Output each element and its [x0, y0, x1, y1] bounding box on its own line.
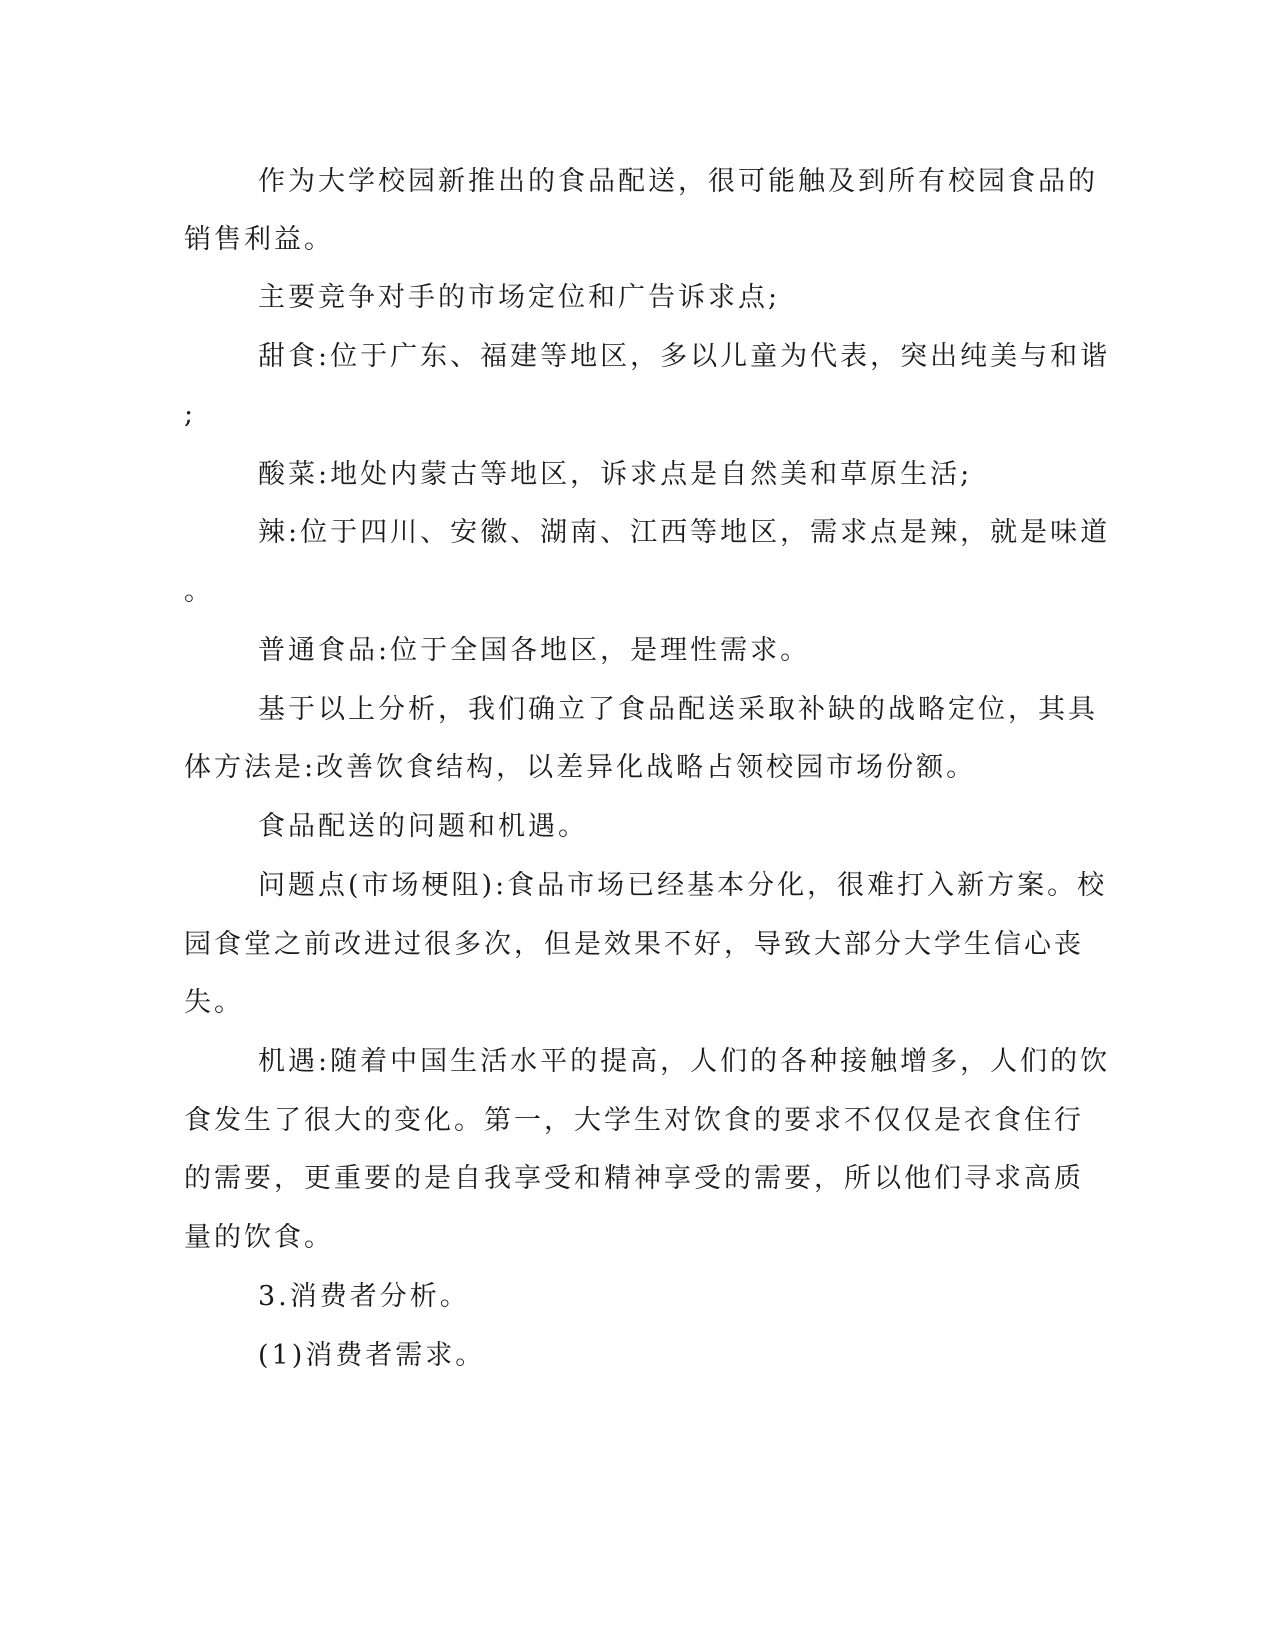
paragraph-line: 问题点(市场梗阻):食品市场已经基本分化，很难打入新方案。校: [258, 870, 1108, 901]
paragraph-line: 园食堂之前改进过很多次，但是效果不好，导致大部分大学生信心丧: [184, 929, 1084, 960]
paragraph-line: 食品配送的问题和机遇。: [258, 811, 588, 842]
paragraph-line: 销售利益。: [184, 224, 334, 255]
paragraph-line: 主要竞争对手的市场定位和广告诉求点;: [258, 282, 781, 313]
subsection-heading: (1)消费者需求。: [258, 1340, 486, 1371]
paragraph-line: ;: [184, 399, 197, 430]
section-heading: 3.消费者分析。: [258, 1281, 470, 1312]
paragraph-line: 食发生了很大的变化。第一，大学生对饮食的要求不仅仅是衣食住行: [184, 1105, 1084, 1136]
paragraph-line: 体方法是:改善饮食结构，以差异化战略占领校园市场份额。: [184, 752, 977, 783]
paragraph-line: 的需要，更重要的是自我享受和精神享受的需要，所以他们寻求高质: [184, 1163, 1084, 1194]
paragraph-line: 机遇:随着中国生活水平的提高，人们的各种接触增多，人们的饮: [258, 1046, 1111, 1077]
paragraph-line: 基于以上分析，我们确立了食品配送采取补缺的战略定位，其具: [258, 694, 1098, 725]
paragraph-line: 作为大学校园新推出的食品配送，很可能触及到所有校园食品的: [258, 166, 1098, 197]
paragraph-line: 。: [184, 576, 214, 607]
paragraph-line: 酸菜:地处内蒙古等地区，诉求点是自然美和草原生活;: [258, 459, 973, 490]
paragraph-line: 失。: [184, 987, 244, 1018]
paragraph-line: 甜食:位于广东、福建等地区，多以儿童为代表，突出纯美与和谐: [258, 341, 1111, 372]
paragraph-line: 量的饮食。: [184, 1222, 334, 1253]
paragraph-line: 普通食品:位于全国各地区，是理性需求。: [258, 635, 811, 666]
paragraph-line: 辣:位于四川、安徽、湖南、江西等地区，需求点是辣，就是味道: [258, 517, 1111, 548]
